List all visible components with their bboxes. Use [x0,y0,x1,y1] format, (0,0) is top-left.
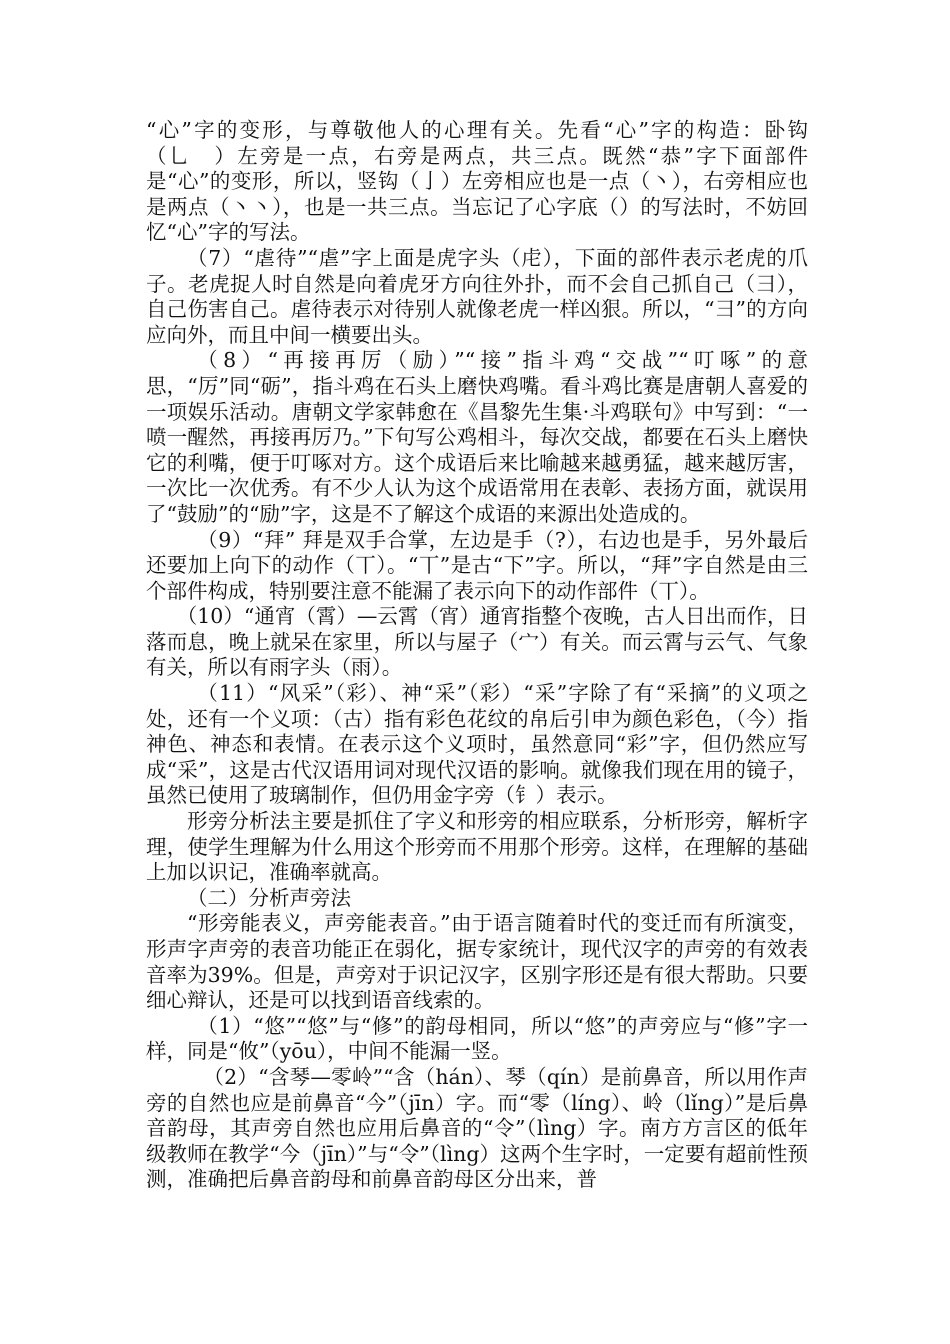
paragraph-item-2: （2）“含琴—零岭”“含（hán）、琴（qín）是前鼻音，所以用作声旁的自然也应是前鼻音“今”（jīn）字。而“零（líng）、岭（lǐng）”是后鼻音韵母，其声旁自然也应用后鼻音的“令”（lìng）字。南方方言区的低年级教师在教学“今（jīn）”与“令”（lìng）这两个生字时，一定要有超前性预测，准确把后鼻音韵母和前鼻音韵母区分出来，普 [146,1064,808,1192]
paragraph-item-10: （10）“通宵（霄）—云霄（宵）通宵指整个夜晚，古人日出而作，日落而息，晚上就呆在家里，所以与屋子（宀）有关。而云霄与云气、气象有关，所以有雨字头（雨）。 [146,604,808,680]
paragraph-item-1: （1）“悠”“悠”与“修”的韵母相同，所以“悠”的声旁应与“修”字一样，同是“攸”（yōu），中间不能漏一竖。 [146,1013,808,1064]
section-heading: （二）分析声旁法 [187,885,351,910]
paragraph-item-8: （8）“再接再厉（励）”“接”指斗鸡“交战”“叮啄”的意思，“厉”同“砺”，指斗鸡在石头上磨快鸡嘴。看斗鸡比赛是唐朝人喜爱的一项娱乐活动。唐朝文学家韩愈在《昌黎先生集·斗鸡联句》中写到：“一喷一醒然，再接再厉乃。”下句写公鸡相斗，每次交战，都要在石头上磨快它的利嘴，便于叮啄对方。这个成语后来比喻越来越勇猛，越来越厉害，一次比一次优秀。有不少人认为这个成语常用在表彰、表扬方面，就误用了“鼓励”的“励”字，这是不了解这个成语的来源出处造成的。 [146,348,808,526]
document-body [146,118,808,1193]
paragraph-item-7: （7）“虐待”“虐”字上面是虎字头（虍），下面的部件表示老虎的爪子。老虎捉人时自然是向着虎牙方向往外扑，而不会自己抓自己（彐），自己伤害自己。虐待表示对待别人就像老虎一样凶狠。所以，“彐”的方向应向外，而且中间一横要出头。 [146,245,808,347]
paragraph-xin-radical: “心”字的变形，与尊敬他人的心理有关。先看“心”字的构造：卧钩（乚 ）左旁是一点，右旁是两点，共三点。既然“恭”字下面部件是“心”的变形，所以，竖钩（亅）左旁相应也是一点（丶），右旁相应也是两点（丶丶），也是一共三点。当忘记了心字底（）的写法时，不妨回忆“心”字的写法。 [146,118,808,245]
paragraph-summary: 形旁分析法主要是抓住了字义和形旁的相应联系，分析形旁，解析字理，使学生理解为什么用这个形旁而不用那个形旁。这样，在理解的基础上加以识记，准确率就高。 [146,809,808,885]
paragraph-item-11: （11）“风采”（彩）、神“采”（彩）“采”字除了有“采摘”的义项之处，还有一个义项：（古）指有彩色花纹的帛后引申为颜色彩色，（今）指神色、神态和表情。在表示这个义项时，虽然意同“彩”字，但仍然应写成“采”，这是古代汉语用词对现代汉语的影响。就像我们现在用的镜子，虽然已使用了玻璃制作，但仍用金字旁（钅）表示。 [146,681,808,808]
paragraph-intro: “形旁能表义，声旁能表音。”由于语言随着时代的变迁而有所演变，形声字声旁的表音功能正在弱化，据专家统计，现代汉字的声旁的有效表音率为39%。但是，声旁对于识记汉字，区别字形还是有很大帮助。只要细心辩认，还是可以找到语音线索的。 [146,911,808,1013]
paragraph-item-9: （9）“拜” 拜是双手合掌，左边是手（?），右边也是手，另外最后还要加上向下的动作（丅）。“丅”是古“下”字。所以，“拜”字自然是由三个部件构成，特别要注意不能漏了表示向下的动作部件（丅）。 [146,527,808,603]
